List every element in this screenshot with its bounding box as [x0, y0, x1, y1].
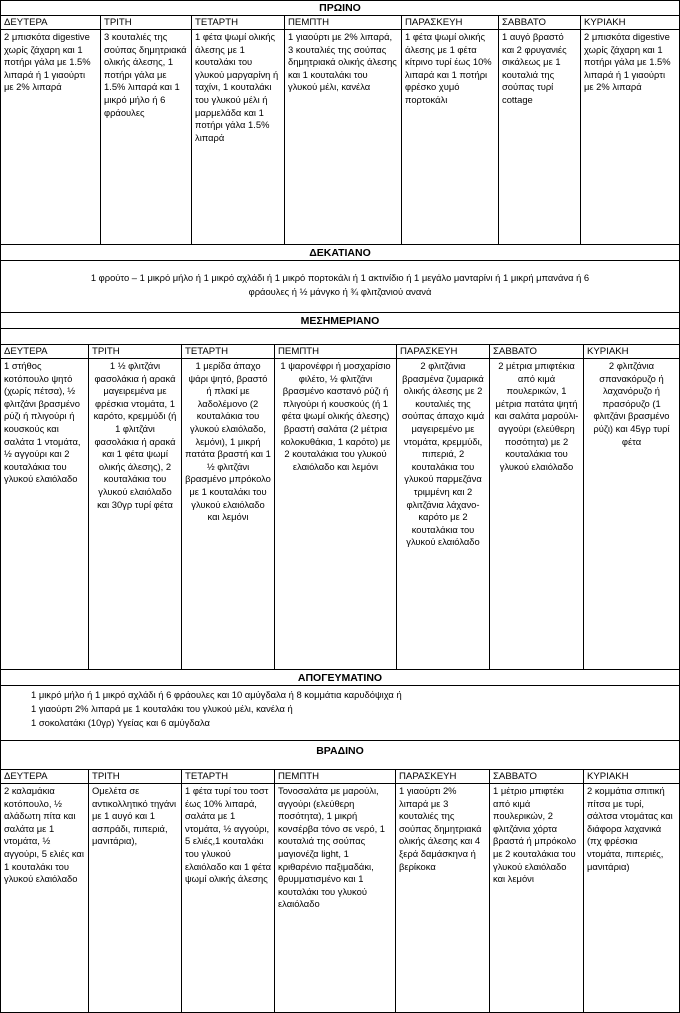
- breakfast-cell: 1 αυγό βραστό και 2 φρυγανιές σικάλεως με 1 κουταλιά της σούπας τυρί cottage: [499, 30, 581, 244]
- lunch-day-header: ΠΑΡΑΣΚΕΥΗ: [397, 345, 490, 359]
- breakfast-day-header: ΠΕΜΠΤΗ: [285, 16, 402, 30]
- dinner-cell: Ομελέτα σε αντικολλητικό τηγάνι με 1 αυγό και 1 ασπράδι, πιπεριά, μανιτάρια),: [89, 784, 182, 1012]
- lunch-title: ΜΕΣΗΜΕΡΙΑΝΟ: [1, 314, 679, 329]
- mid-snack-block: [1, 266, 679, 313]
- breakfast-title: ΠΡΩΙΝΟ: [1, 1, 679, 16]
- mid-snack-line: φράουλες ή ½ μάνγκο ή ¾ φλιτζανιού ανανά: [248, 286, 432, 297]
- dinner-table: [1, 770, 679, 1012]
- lunch-cell: 1 ½ φλιτζάνι φασολάκια ή αρακά μαγειρεμένα με φρέσκια ντομάτα, 1 καρότο, κρεμμύδι (ή 1 φλιτζάνι φασολάκια ή αρακά και 1 φέτα ψωμί ολικής άλεσης), 2 κουταλάκια του γλυκού ελαιόλαδο και 30γρ τυρί φέτα: [89, 359, 182, 669]
- lunch-table: [1, 344, 679, 670]
- mid-snack-line: 1 φρούτο – 1 μικρό μήλο ή 1 μικρό αχλάδι ή 1 μικρό πορτοκάλι ή 1 ακτινίδιο ή 1 μεγάλο μανταρίνι ή 1 μικρή μπανάνα ή 6: [90, 272, 590, 283]
- afternoon-snack-line: 1 μικρό μήλο ή 1 μικρό αχλάδι ή 6 φράουλες και 10 αμύγδαλα ή 8 κομμάτια καρυδόψιχα ή: [31, 689, 402, 700]
- breakfast-day-header: ΠΑΡΑΣΚΕΥΗ: [402, 16, 499, 30]
- lunch-cell: 1 μερίδα άπαχο ψάρι ψητό, βραστό ή πλακί με λαδολέμονο (2 κουταλάκια του γλυκού ελαιόλαδο, λεμόνι), 1 μικρή πατάτα βραστή και 1 ½ φλιτζάνι βρασμένο μπρόκολο με 1 κουταλάκι του γλυκού ελαιόλαδο και λεμόνι: [182, 359, 275, 669]
- lunch-day-header: ΤΕΤΑΡΤΗ: [182, 345, 275, 359]
- lunch-cell: 1 στήθος κοτόπουλο ψητό (χωρίς πέτσα), ½ φλιτζάνι βρασμένο ρύζι ή πλιγούρι ή κουσκούς και σαλάτα 1 ντομάτα, ½ αγγούρι και 2 κουταλάκια του γλυκού ελαιόλαδο: [1, 359, 89, 669]
- afternoon-snack-block: [1, 686, 679, 741]
- mid-snack-title: ΔΕΚΑΤΙΑΝΟ: [1, 246, 679, 261]
- lunch-day-header: ΚΥΡΙΑΚΗ: [584, 345, 679, 359]
- dinner-day-header: ΔΕΥΤΕΡΑ: [1, 770, 89, 784]
- dinner-day-header: ΤΕΤΑΡΤΗ: [182, 770, 275, 784]
- afternoon-snack-title: ΑΠΟΓΕΥΜΑΤΙΝΟ: [1, 671, 679, 686]
- dinner-cell: Τονοσαλάτα με μαρούλι, αγγούρι (ελεύθερη ποσότητα), 1 μικρή κονσέρβα τόνο σε νερό, 1 κουταλιά της σούπας μαγιονέζα light, 1 κριθαρένιο παξιμαδάκι, θρυμματισμένο και 1 κουταλάκι του γλυκού ελαιόλαδο: [275, 784, 396, 1012]
- lunch-day-header: ΠΕΜΠΤΗ: [275, 345, 397, 359]
- dinner-cell: 1 φέτα τυρί του τοστ έως 10% λιπαρά, σαλάτα με 1 ντομάτα, ½ αγγούρι, 5 ελιές,1 κουταλάκι του γλυκού ελαιόλαδο και 1 φέτα ψωμί ολικής άλεσης: [182, 784, 275, 1012]
- breakfast-cell: 3 κουταλιές της σούπας δημητριακά ολικής άλεσης, 1 ποτήρι γάλα με 1.5% λιπαρά και 1 μικρό μήλο ή 6 φράουλες: [101, 30, 192, 244]
- dinner-day-header: ΤΡΙΤΗ: [89, 770, 182, 784]
- dinner-cell: 1 γιαούρτι 2% λιπαρά με 3 κουταλιές της σούπας δημητριακά ολικής άλεσης και 4 ξερά δαμάσκηνα ή βερίκοκα: [396, 784, 490, 1012]
- breakfast-cell: 2 μπισκότα digestive χωρίς ζάχαρη και 1 ποτήρι γάλα με 1.5% λιπαρά ή 1 γιαούρτι με 2% λιπαρά: [1, 30, 101, 244]
- breakfast-day-header: ΤΕΤΑΡΤΗ: [192, 16, 285, 30]
- breakfast-day-header: ΤΡΙΤΗ: [101, 16, 192, 30]
- breakfast-day-header: ΔΕΥΤΕΡΑ: [1, 16, 101, 30]
- afternoon-snack-line: 1 σοκολατάκι (10γρ) Υγείας και 6 αμύγδαλα: [31, 717, 210, 728]
- dinner-day-header: ΠΕΜΠΤΗ: [275, 770, 396, 784]
- lunch-cell: 2 μέτρια μπιφτέκια από κιμά πουλερικών, 1 μέτρια πατάτα ψητή και σαλάτα μαρούλι-αγγούρι (ελεύθερη ποσότητα) με 2 κουταλάκια του γλυκού ελαιόλαδο: [490, 359, 584, 669]
- lunch-cell: 2 φλιτζάνια σπανακόρυζο ή λαχανόρυζο ή πρασόρυζο (1 φλιτζάνι βρασμένο ρύζι) και 45γρ τυρί φέτα: [593, 360, 670, 447]
- dinner-day-header: ΚΥΡΙΑΚΗ: [584, 770, 679, 784]
- dinner-day-header: ΣΑΒΒΑΤΟ: [490, 770, 584, 784]
- dinner-title: ΒΡΑΔΙΝΟ: [1, 744, 679, 770]
- breakfast-day-header: ΣΑΒΒΑΤΟ: [499, 16, 581, 30]
- lunch-cell: 1 ψαρονέφρι ή μοσχαρίσιο φιλέτο, ½ φλιτζάνι βρασμένο καστανό ρύζι ή πλιγούρι ή κουσκούς (ή 1 φέτα ψωμί ολικής άλεσης) βραστή σαλάτα (2 μέτρια κολοκυθάκια, 1 καρότο) με 2 κουταλάκια του γλυκού ελαιόλαδο και λεμόνι: [275, 359, 397, 669]
- afternoon-snack-line: 1 γιαούρτι 2% λιπαρά με 1 κουταλάκι του γλυκού μέλι, κανέλα ή: [31, 703, 293, 714]
- breakfast-cell: 2 μπισκότα digestive χωρίς ζάχαρη και 1 ποτήρι γάλα με 1.5% λιπαρά ή 1 γιαούρτι με 2% λιπαρά: [584, 31, 671, 93]
- lunch-day-header: ΤΡΙΤΗ: [89, 345, 182, 359]
- breakfast-day-header: ΚΥΡΙΑΚΗ: [581, 16, 679, 30]
- lunch-day-header: ΔΕΥΤΕΡΑ: [1, 345, 89, 359]
- breakfast-cell: 1 φέτα ψωμί ολικής άλεσης με 1 φέτα κίτρινο τυρί έως 10% λιπαρά και 1 ποτήρι φρέσκο χυμό πορτοκάλι: [402, 30, 499, 244]
- breakfast-table: [1, 16, 679, 245]
- dinner-day-header: ΠΑΡΑΣΚΕΥΗ: [396, 770, 490, 784]
- dinner-cell: 2 κομμάτια σπιτική πίτσα με τυρί, σάλτσα ντομάτας και διάφορα λαχανικά (πχ φρέσκια ντομάτα, πιπεριές, μανιτάρια): [587, 785, 673, 872]
- dinner-cell: 2 καλαμάκια κοτόπουλο, ½ αλάδωτη πίτα και σαλάτα με 1 ντομάτα, ½ αγγούρι, 5 ελιές και 1 κουταλάκι του γλυκού ελαιόλαδο: [1, 784, 89, 1012]
- breakfast-cell: 1 γιαούρτι με 2% λιπαρά, 3 κουταλιές της σούπας δημητριακά ολικής άλεσης και 1 κουταλάκι του γλυκού μέλι, κανέλα: [285, 30, 402, 244]
- breakfast-cell: 1 φέτα ψωμί ολικής άλεσης με 1 κουταλάκι του γλυκού μαργαρίνη ή ταχίνι, 1 κουταλάκι του γλυκού μέλι ή μαρμελάδα και 1 ποτήρι γάλα 1.5% λιπαρά: [192, 30, 285, 244]
- dinner-cell: 1 μέτριο μπιφτέκι από κιμά πουλερικών, 2 φλιτζάνια χόρτα βραστά ή μπρόκολο με 2 κουταλάκια του γλυκού ελαιόλαδο και λεμόνι: [490, 784, 584, 1012]
- lunch-cell: 2 φλιτζάνια βρασμένα ζυμαρικά ολικής άλεσης με 2 κουταλιές της σούπας άπαχο κιμά μαγειρεμένο με ντομάτα, κρεμμύδι, πιπεριά, 2 κουταλάκια του γλυκού παρμεζάνα τριμμένη και 2 φλιτζάνια λάχανο-καρότο με 2 κουταλάκια του γλυκού ελαιόλαδο: [397, 359, 490, 669]
- lunch-day-header: ΣΑΒΒΑΤΟ: [490, 345, 584, 359]
